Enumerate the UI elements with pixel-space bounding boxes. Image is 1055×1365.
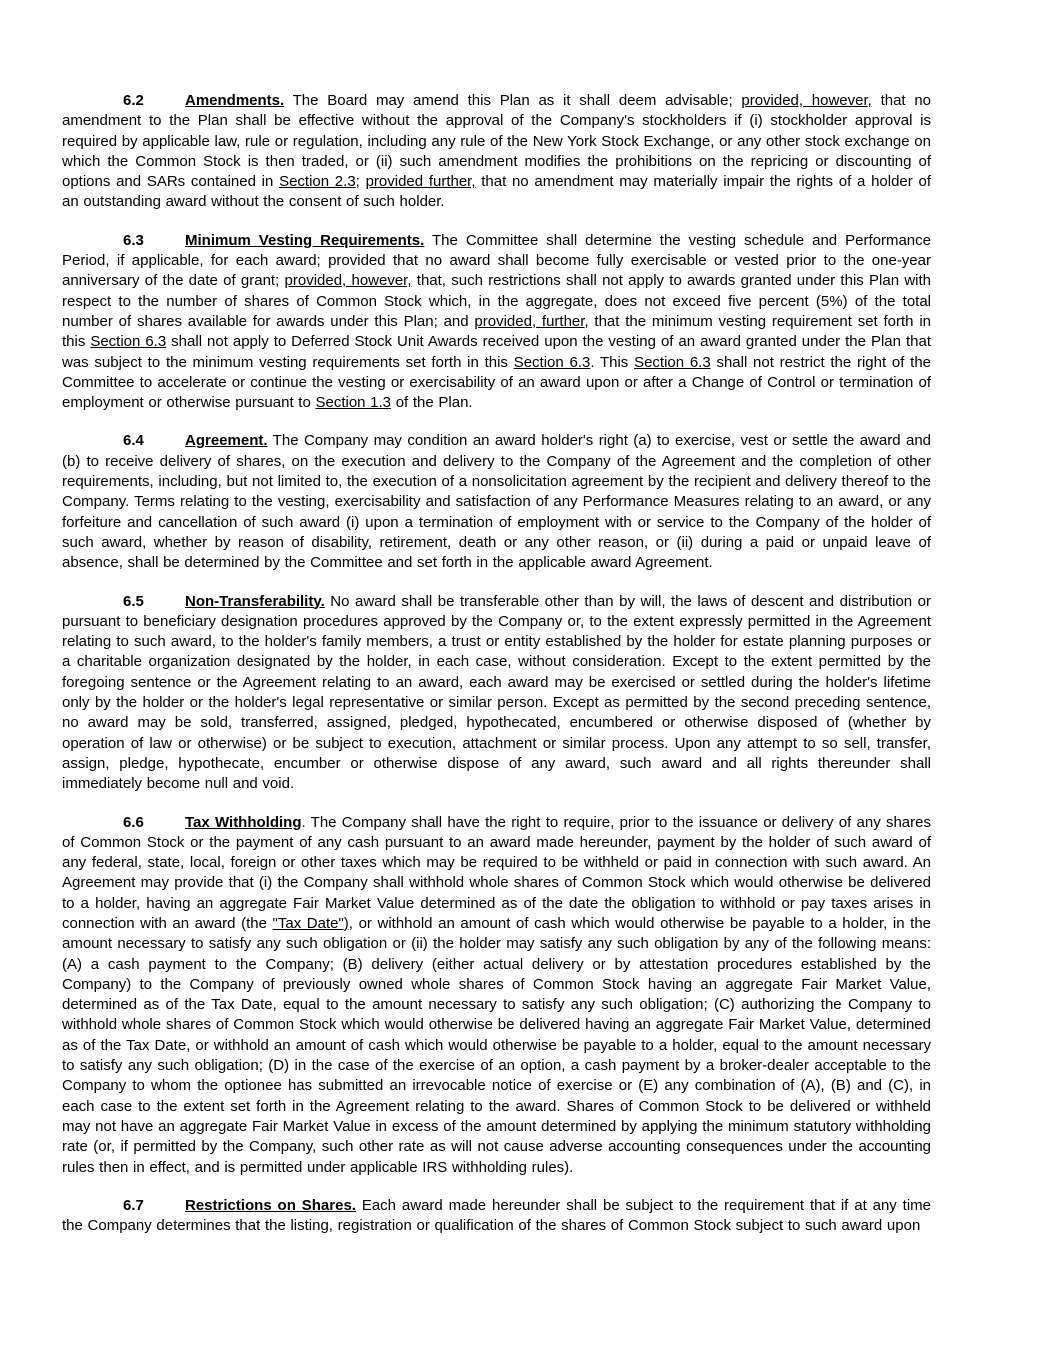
section-heading-suffix: . xyxy=(301,813,306,831)
text-run: that no amendment to the Plan shall be effective without the approval of the Company's stockholders if (i) stockholder approval is required by applicable law, rule or regulation, including any rule of the New York Stock Exchange, or any other stock exchange on which the Common Stock is then traded, or (ii) such amendment modifies the prohibitions on the repricing or discounting of options and SARs contained in xyxy=(62,92,932,191)
section-paragraph-6-4 xyxy=(62,431,931,573)
underlined-phrase: provided, however, xyxy=(284,272,412,290)
section-number: 6.4 xyxy=(123,432,144,450)
underlined-phrase: Section 6.3 xyxy=(634,353,711,371)
text-run: of the Plan. xyxy=(391,394,473,412)
underlined-phrase: Section 6.3 xyxy=(513,353,591,371)
section-number: 6.3 xyxy=(123,231,144,249)
underlined-phrase: provided, further, xyxy=(474,312,589,330)
text-run: The Board may amend this Plan as it shall deem advisable; xyxy=(284,92,742,109)
section-heading: Agreement. xyxy=(185,432,268,450)
section-body xyxy=(62,593,931,793)
section-heading: Restrictions on Shares. xyxy=(185,1196,356,1214)
section-number: 6.2 xyxy=(123,92,144,109)
section-body xyxy=(62,814,931,1176)
underlined-phrase: Section 1.3 xyxy=(315,394,392,412)
text-run: The Company may condition an award holder's right (a) to exercise, vest or settle the award and (b) to receive delivery of shares, on the execution and delivery to the Company of the Agreement and the completion of other requirements, including, but not limited to, the execution of a nonsolicitation agreement by the recipient and delivery thereof to the Company. Terms relating to the vesting, exercisability and satisfaction of any Performance Measures relating to an award, or any forfeiture and cancellation of such award (i) upon a termination of employment with or service to the Company of the holder of such award, whether by reason of disability, retirement, death or any other reason, or (ii) during a paid or unpaid leave of absence, shall be determined by the Committee and set forth in the applicable award Agreement. xyxy=(62,432,931,572)
text-run: ; xyxy=(355,173,366,191)
text-run: that, such restrictions shall not apply to awards granted under this Plan with respect to the number of shares of Common Stock which, in the aggregate, does not exceed five percent (5%) of the total number of shares available for awards under this Plan; and xyxy=(62,272,931,330)
section-body xyxy=(62,92,931,210)
section-heading: Tax Withholding xyxy=(185,813,302,831)
section-paragraph-6-3 xyxy=(62,231,931,414)
text-run: or withhold an amount of cash which would otherwise be payable to a holder, in the amount necessary to satisfy any such obligation or (ii) the holder may satisfy any such obligation by any of the following means: (A) a cash payment to the Company; (B) delivery (either actual delivery or by attestation procedures established by the Company) to the Company of previously owned whole shares of Common Stock having an aggregate Fair Market Value, determined as of the Tax Date, equal to the amount necessary to satisfy any such obligation; (C) authorizing the Company to withhold whole shares of Common Stock which would otherwise be delivered having an aggregate Fair Market Value, determined as of the Tax Date, or withhold an amount of cash which would otherwise be payable to a holder, equal to the amount necessary to satisfy any such obligation; (D) in the case of the exercise of an option, a cash payment by a broker-dealer acceptable to the Company to whom the optionee has submitted an irrevocable notice of exercise or (E) any combination of (A), (B) and (C), in each case to the extent set forth in the Agreement relating to the award. Shares of Common Stock to be delivered or withheld may not have an aggregate Fair Market Value in excess of the amount determined by applying the minimum statutory withholding rate (or, if permitted by the Company, such other rate as will not cause adverse accounting consequences under the accounting rules then in effect, and is permitted under applicable IRS withholding rules). xyxy=(62,914,931,1176)
section-paragraph-6-6 xyxy=(62,813,931,1178)
section-heading: Amendments. xyxy=(185,92,285,109)
section-number: 6.7 xyxy=(123,1196,144,1214)
text-run: . This xyxy=(590,353,635,371)
section-number: 6.5 xyxy=(123,592,144,610)
underlined-phrase: Section 2.3 xyxy=(279,173,356,191)
text-run: shall not apply to Deferred Stock Unit Awards received upon the vesting of an award granted under the Plan that was subject to the minimum vesting requirements set forth in this xyxy=(62,333,931,371)
section-heading: Non-Transferability. xyxy=(185,592,325,610)
underlined-phrase: provided further, xyxy=(365,173,476,191)
section-number: 6.6 xyxy=(123,813,144,831)
section-body xyxy=(62,232,931,411)
text-run: No award shall be transferable other than by will, the laws of descent and distribution or pursuant to beneficiary designation procedures approved by the Company or, to the extent expressly permitted in the Agreement relating to such award, to the holder's family members, a trust or entity established by the holder for estate planning purposes or a charitable organization designated by the holder, in each case, without consideration. Except to the extent permitted by the foregoing sentence or the Agreement relating to an award, each award may be exercised or settled during the holder's lifetime only by the holder or the holder's legal representative or similar person. Except as permitted by the second preceding sentence, no award may be sold, transferred, assigned, pledged, hypothecated, encumbered or otherwise disposed of (whether by operation of law or otherwise) or be subject to execution, attachment or similar process. Upon any attempt to so sell, transfer, assign, pledge, hypothecate, encumber or otherwise dispose of any award, such award and all rights thereunder shall immediately become null and void. xyxy=(62,592,931,793)
section-paragraph-6-2 xyxy=(62,91,931,213)
text-run: that no amendment may materially impair the rights of a holder of an outstanding award without the consent of such holder. xyxy=(62,173,931,211)
section-body xyxy=(62,432,931,571)
text-run: that the minimum vesting requirement set forth in this xyxy=(62,312,931,351)
section-heading: Minimum Vesting Requirements. xyxy=(185,231,425,249)
section-paragraph-6-5 xyxy=(62,592,931,795)
text-run: The Company shall have the right to require, prior to the issuance or delivery of any shares of Common Stock or the payment of any cash pursuant to an award made hereunder, payment by the holder of such award of any federal, state, local, foreign or other taxes which may be required to be withheld or paid in connection with such award. An Agreement may provide that (i) the Company shall withhold whole shares of Common Stock which would otherwise be delivered to a holder, having an aggregate Fair Market Value determined as of the date the obligation to withhold or pay taxes arises in connection with an award (the xyxy=(62,813,931,932)
underlined-phrase: Section 6.3 xyxy=(90,333,167,351)
underlined-phrase: provided, however, xyxy=(741,92,872,109)
section-paragraph-6-7 xyxy=(62,1196,931,1237)
text-run: shall not restrict the right of the Committee to accelerate or continue the vesting or exercisability of an award upon or after a Change of Control or termination of employment or otherwise pursuant to xyxy=(62,353,931,412)
underlined-phrase: "Tax Date"), xyxy=(272,914,353,932)
text-run: The Committee shall determine the vesting schedule and Performance Period, if applicable, for each award; provided that no award shall become fully exercisable or vested prior to the one-year anniversary of the date of grant; xyxy=(62,231,931,290)
text-run: Each award made hereunder shall be subject to the requirement that if at any time the Company determines that the listing, registration or qualification of the shares of Common Stock subject to such award upon xyxy=(62,1196,931,1235)
